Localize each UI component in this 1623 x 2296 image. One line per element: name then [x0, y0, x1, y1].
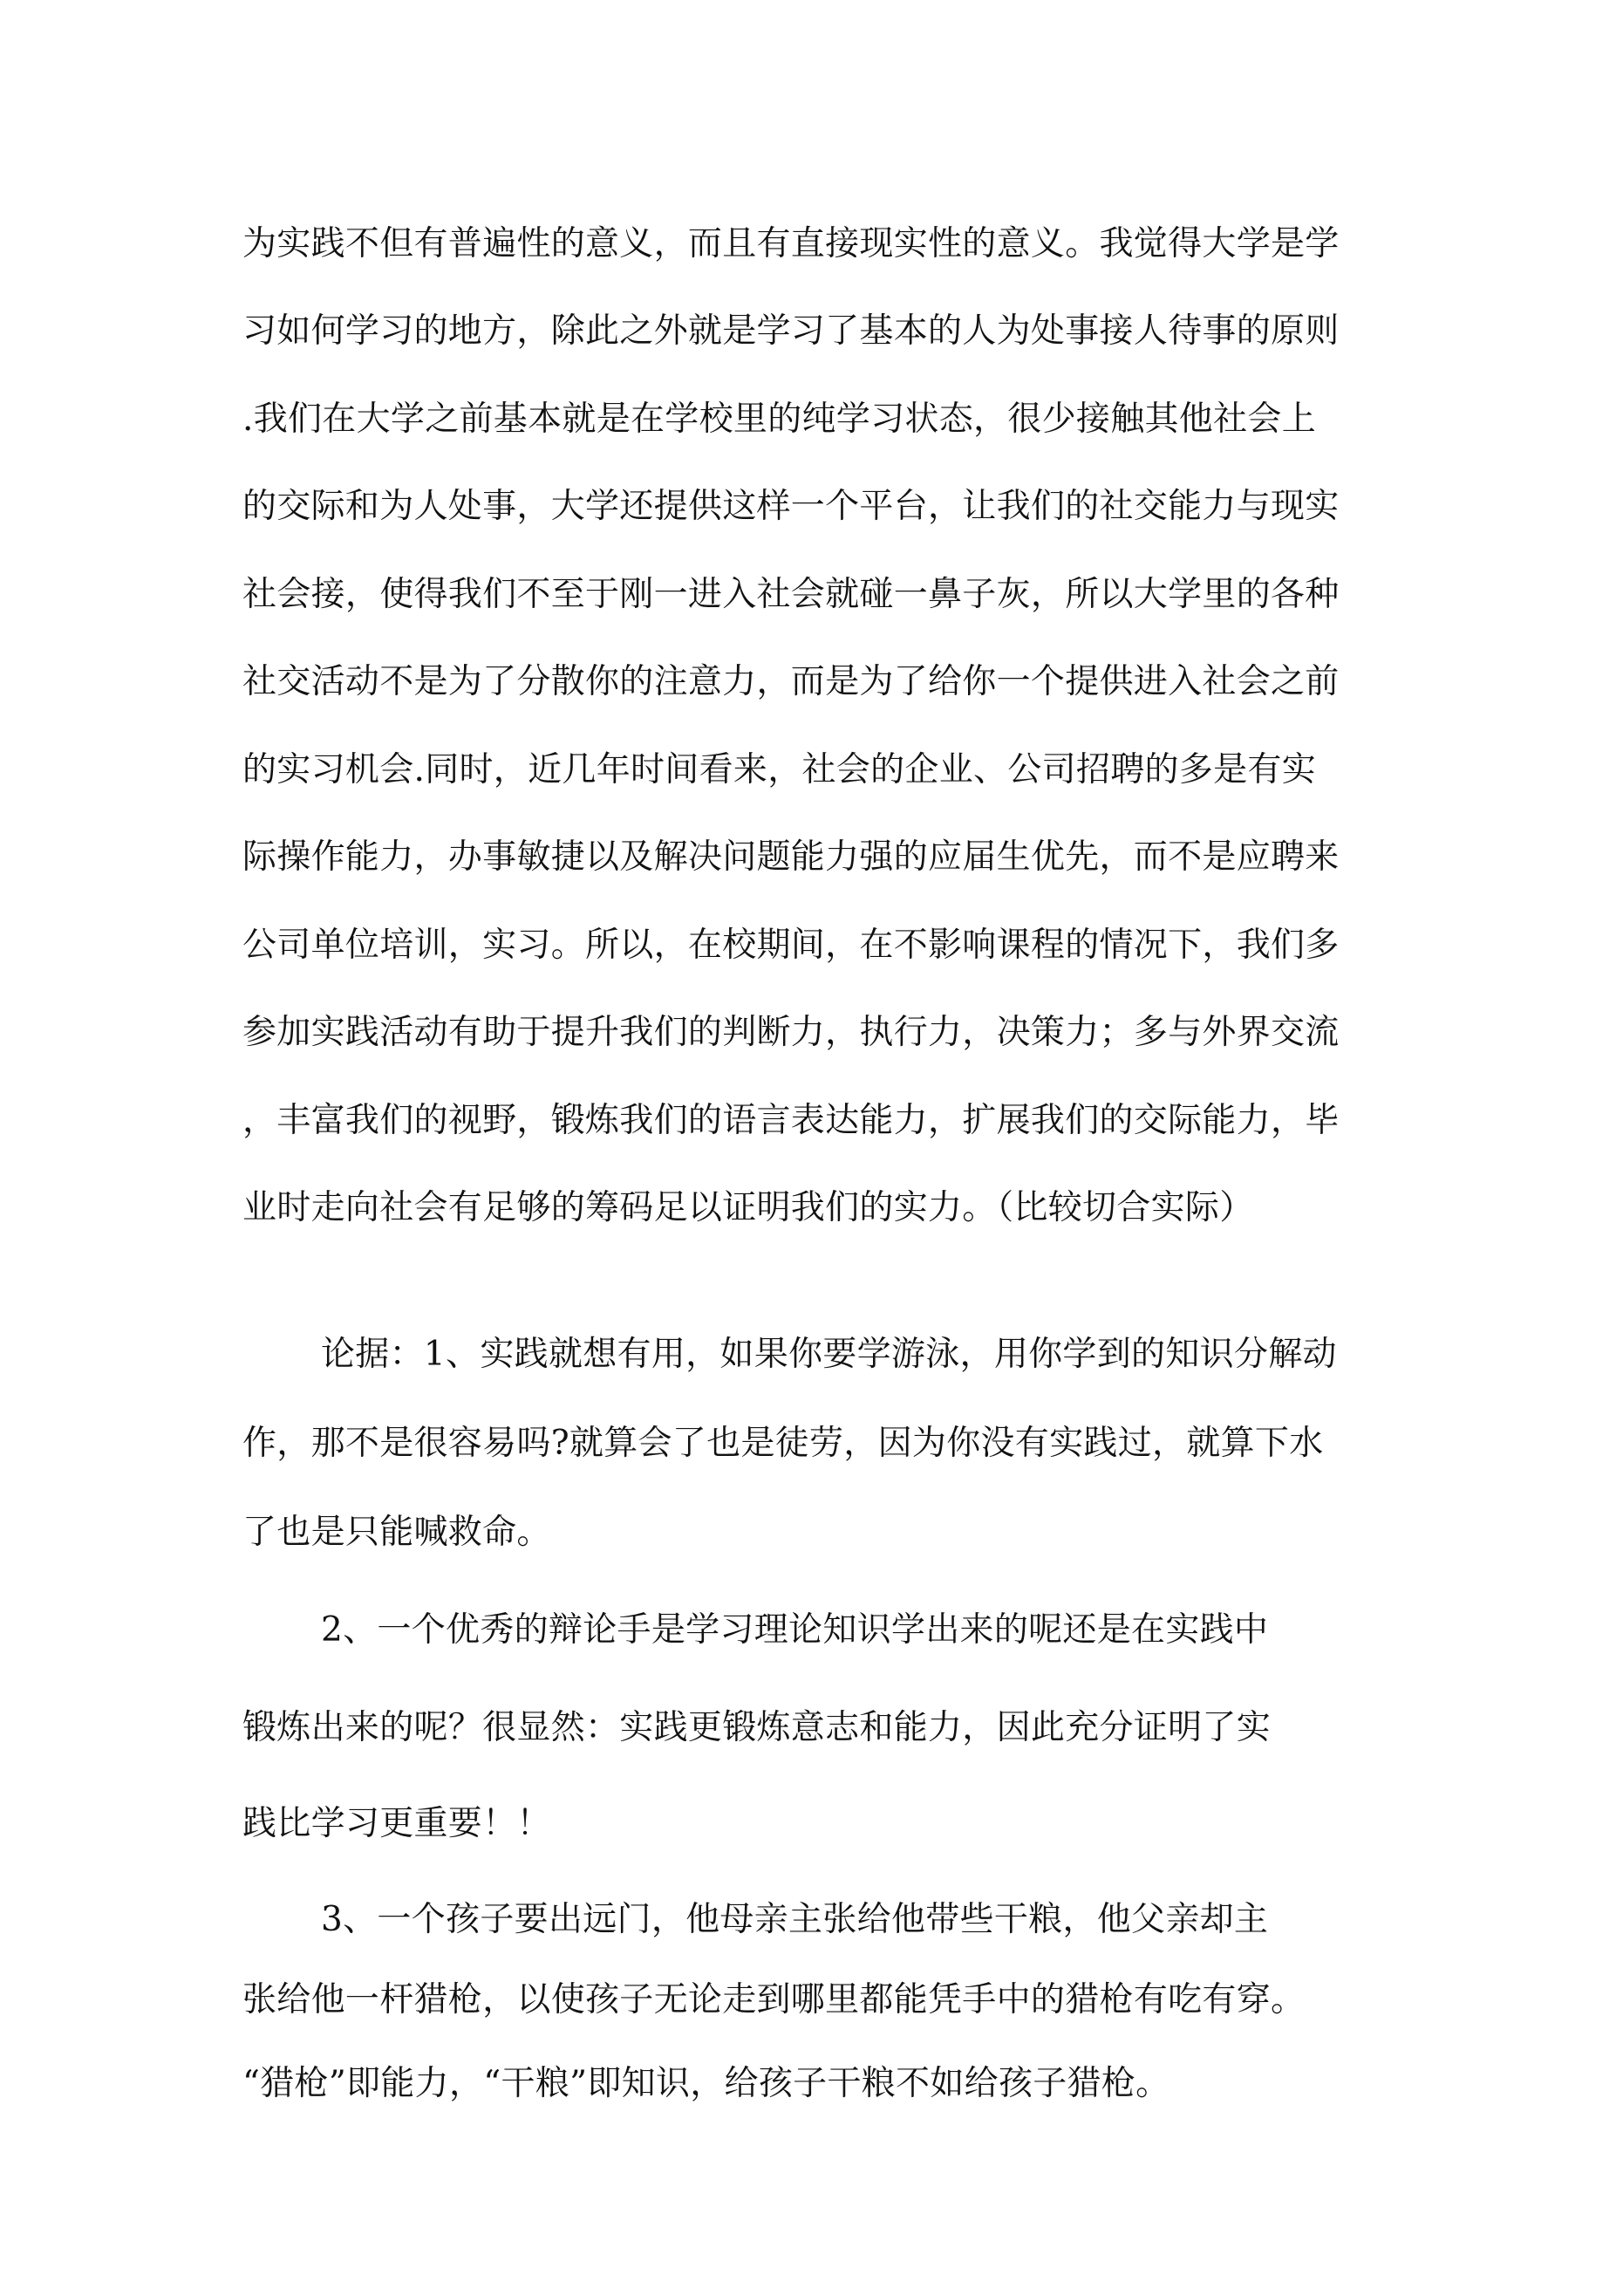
- paragraph-1-line: 社会接，使得我们不至于刚一进入社会就碰一鼻子灰，所以大学里的各种: [242, 575, 1340, 614]
- paragraph-1-line: .我们在大学之前基本就是在学校里的纯学习状态，很少接触其他社会上: [242, 400, 1316, 439]
- paragraph-3-line: 2、一个优秀的辩论手是学习理论知识学出来的呢还是在实践中: [321, 1610, 1269, 1650]
- paragraph-1-line: ，丰富我们的视野，锻炼我们的语言表达能力，扩展我们的交际能力，毕: [242, 1101, 1340, 1140]
- paragraph-1-line: 的交际和为人处事，大学还提供这样一个平台，让我们的社交能力与现实: [242, 487, 1340, 526]
- paragraph-1-line: 习如何学习的地方，除此之外就是学习了基本的人为处事接人待事的原则: [242, 311, 1340, 351]
- paragraph-3-line: 践比学习更重要！！: [242, 1804, 551, 1843]
- paragraph-4-line: 张给他一杆猎枪，以使孩子无论走到哪里都能凭手中的猎枪有吃有穿。: [242, 1980, 1306, 2019]
- paragraph-1-line: 业时走向社会有足够的筹码足以证明我们的实力。（比较切合实际）: [242, 1188, 1254, 1227]
- paragraph-1-line: 公司单位培训，实习。所以，在校期间，在不影响课程的情况下，我们多: [242, 926, 1340, 965]
- paragraph-1-line: 为实践不但有普遍性的意义，而且有直接现实性的意义。我觉得大学是学: [242, 224, 1340, 263]
- paragraph-2-line: 了也是只能喊救命。: [242, 1513, 551, 1552]
- paragraph-1-line: 际操作能力，办事敏捷以及解决问题能力强的应届生优先，而不是应聘来: [242, 837, 1340, 877]
- paragraph-3-line: 锻炼出来的呢？很显然：实践更锻炼意志和能力，因此充分证明了实: [242, 1708, 1272, 1747]
- paragraph-4-line: 3、一个孩子要出远门，他母亲主张给他带些干粮，他父亲却主: [321, 1900, 1269, 1939]
- paragraph-4-line: “猎枪”即能力，“干粮”即知识，给孩子干粮不如给孩子猎枪。: [242, 2064, 1170, 2103]
- paragraph-2-line: 论据：1、实践就想有用，如果你要学游泳，用你学到的知识分解动: [321, 1335, 1337, 1374]
- paragraph-1-line: 参加实践活动有助于提升我们的判断力，执行力，决策力；多与外界交流: [242, 1013, 1340, 1052]
- paragraph-2-line: 作，那不是很容易吗?就算会了也是徒劳，因为你没有实践过，就算下水: [242, 1424, 1324, 1463]
- paragraph-1-line: 的实习机会.同时，近几年时间看来，社会的企业、公司招聘的多是有实: [242, 750, 1316, 789]
- paragraph-1-line: 社交活动不是为了分散你的注意力，而是为了给你一个提供进入社会之前: [242, 662, 1340, 701]
